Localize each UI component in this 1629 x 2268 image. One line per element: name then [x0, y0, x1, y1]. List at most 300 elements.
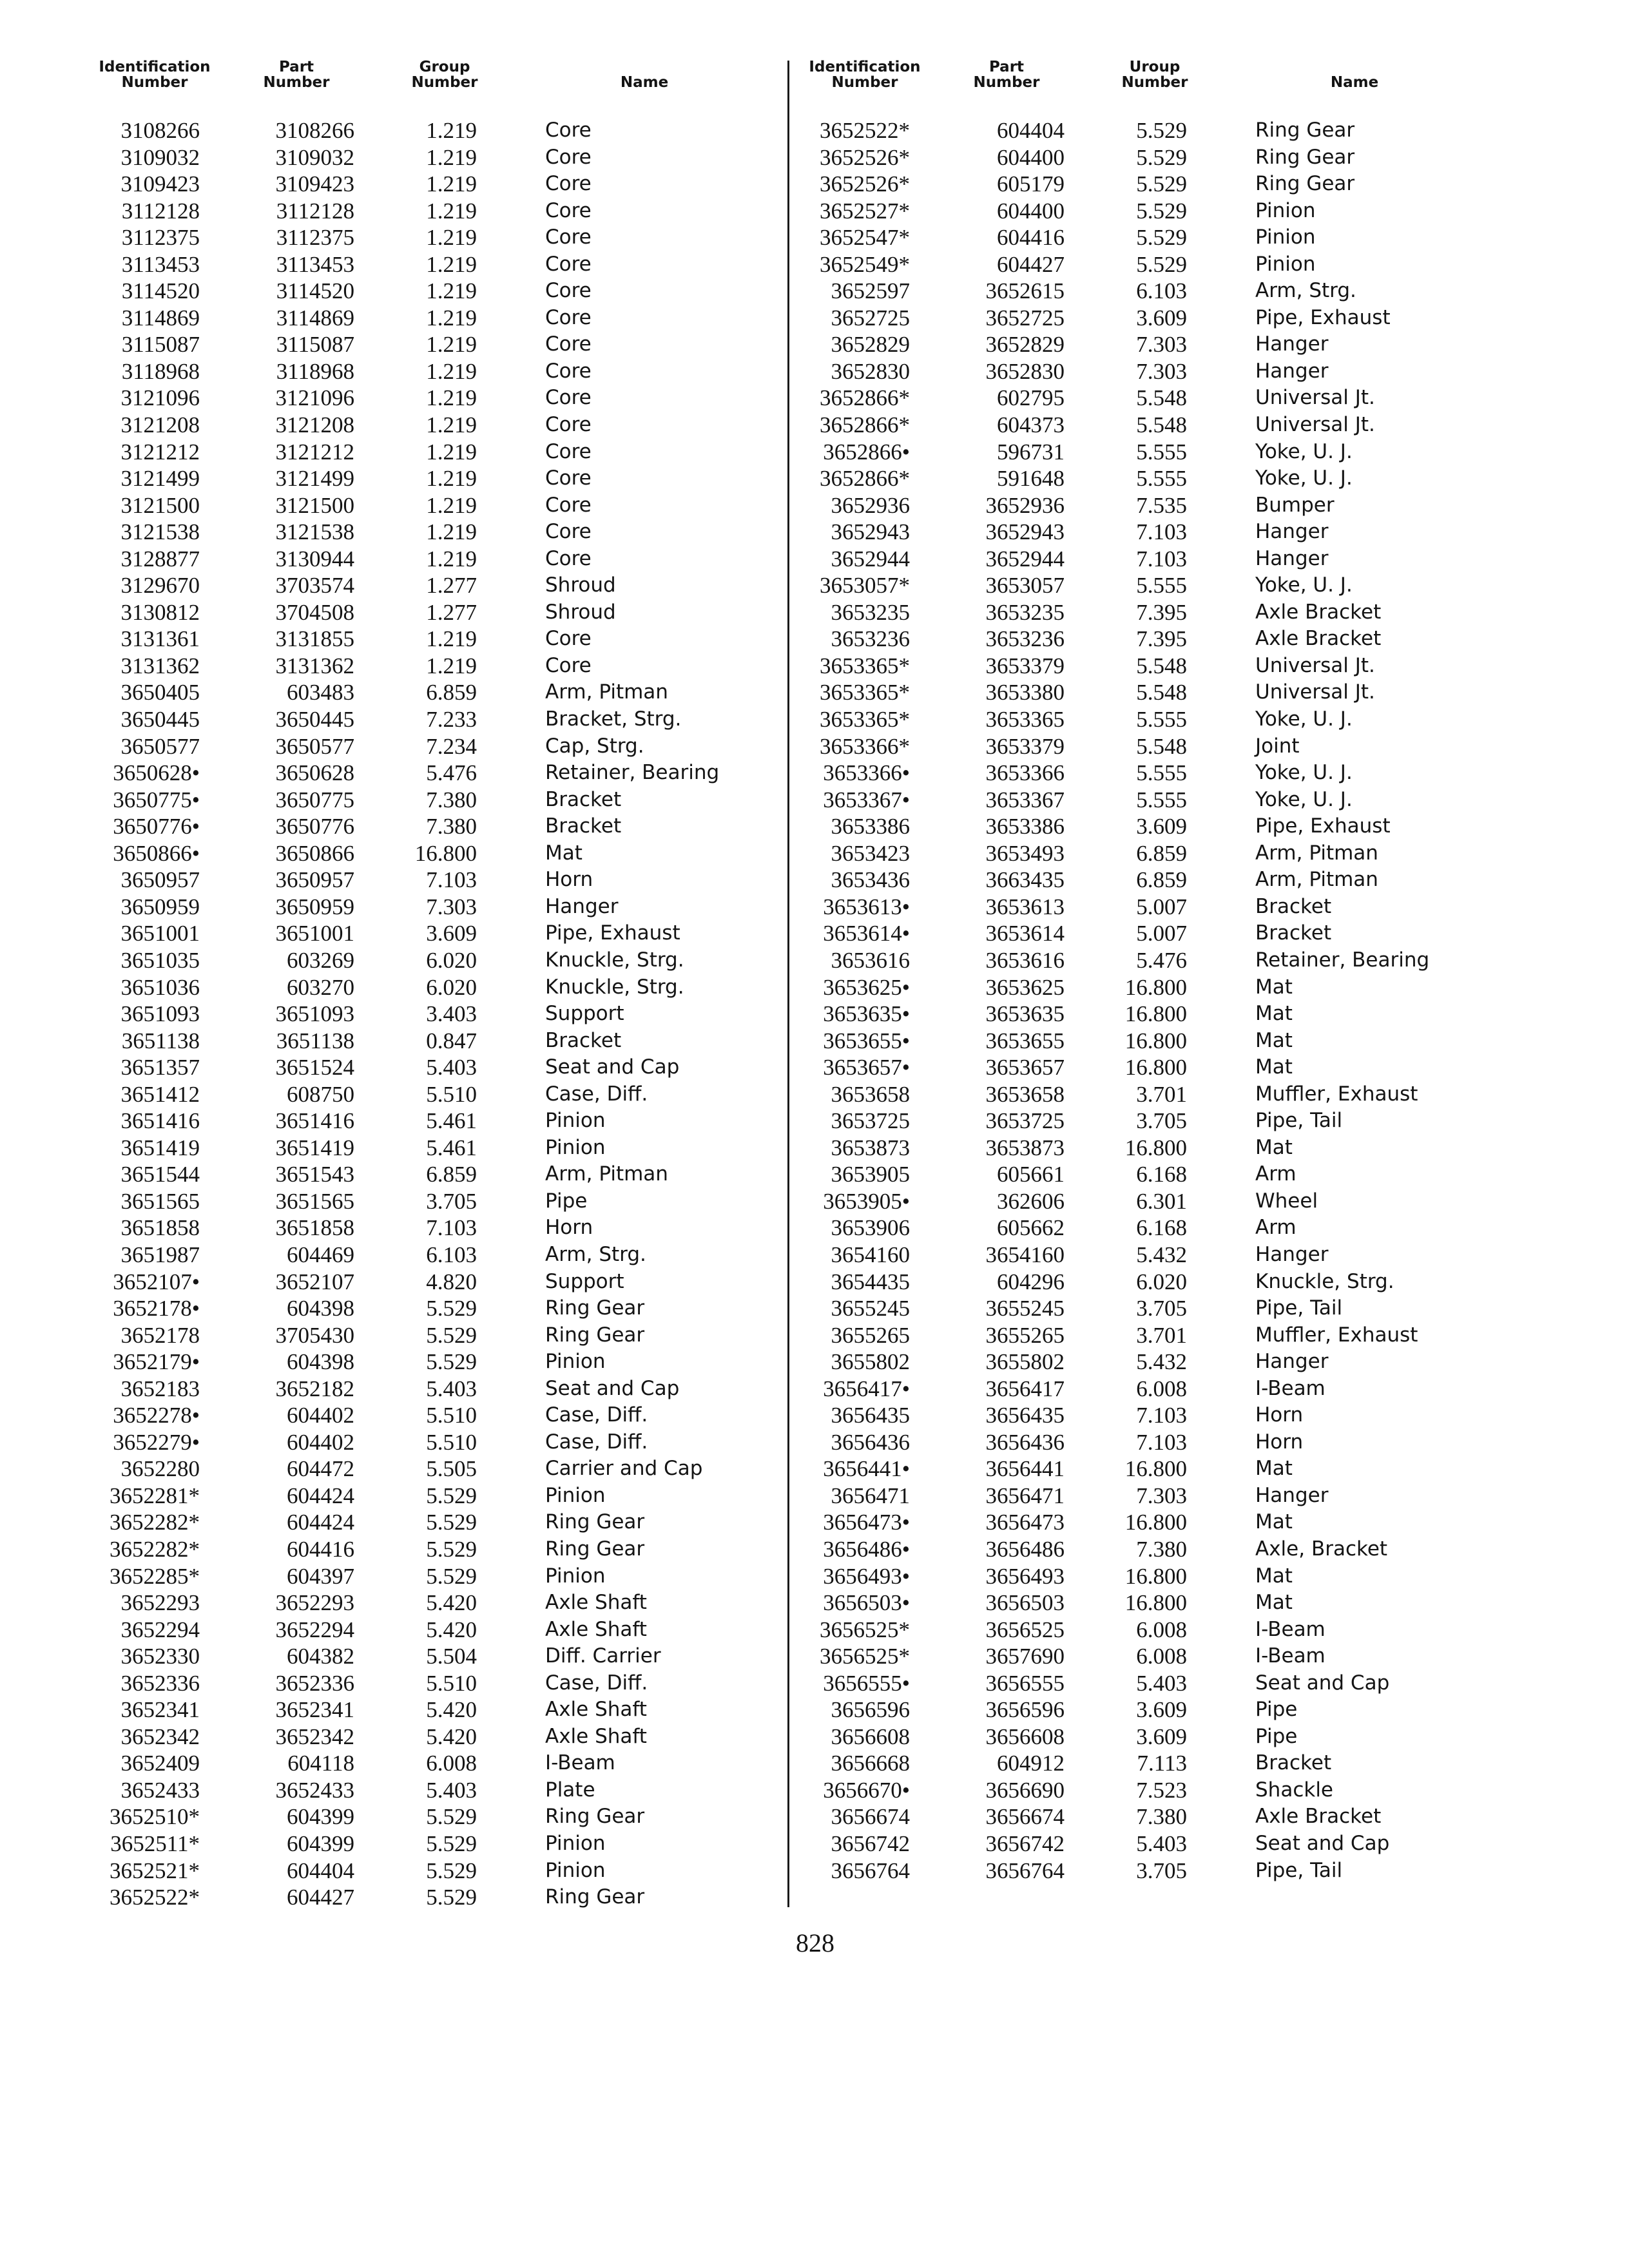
part-number: 3653613 — [985, 894, 1065, 919]
identification-number: 3652527* — [820, 198, 910, 224]
table-row — [813, 439, 1483, 466]
group-number: 5.403 — [1136, 1831, 1187, 1856]
group-number: 7.103 — [1136, 519, 1187, 545]
table-row — [813, 840, 1483, 867]
group-number: 16.800 — [1124, 1028, 1187, 1053]
group-number: 6.301 — [1136, 1188, 1187, 1214]
part-name: Pipe — [1255, 1698, 1298, 1722]
part-name: Ring Gear — [545, 1323, 645, 1347]
part-name: Arm, Strg. — [545, 1242, 646, 1266]
identification-number: 3651416 — [120, 1108, 200, 1134]
part-name: Diff. Carrier — [545, 1644, 661, 1668]
table-row — [813, 1483, 1483, 1510]
group-number: 5.529 — [1136, 251, 1187, 277]
table-row — [813, 519, 1483, 546]
identification-number: 3651035 — [120, 947, 200, 973]
identification-number: 3121499 — [120, 466, 200, 492]
part-name: Core — [545, 332, 592, 356]
group-number: 5.461 — [426, 1135, 477, 1160]
group-number: 1.277 — [426, 573, 477, 599]
part-name: Arm, Strg. — [1255, 279, 1356, 303]
table-row — [813, 546, 1483, 573]
table-row — [103, 1483, 773, 1510]
table-row — [103, 519, 773, 546]
part-number: 3656473 — [985, 1510, 1065, 1535]
identification-number: 3652944 — [831, 546, 910, 572]
part-number: 3650957 — [275, 867, 354, 893]
group-number: 7.113 — [1137, 1751, 1187, 1776]
part-number: 3703574 — [275, 573, 354, 599]
part-number: 604373 — [997, 412, 1065, 438]
part-number: 3652943 — [985, 519, 1065, 545]
group-number: 1.219 — [426, 332, 477, 358]
part-name: Bracket — [545, 1028, 622, 1052]
group-number: 7.303 — [1136, 1483, 1187, 1508]
right-table — [809, 59, 1483, 1884]
table-row — [103, 1670, 773, 1697]
table-row — [813, 1054, 1483, 1081]
part-number: 3121499 — [275, 466, 354, 492]
part-number: 3663435 — [985, 867, 1065, 893]
part-number: 3652725 — [985, 305, 1065, 331]
part-number: 3650959 — [275, 894, 354, 919]
identification-number: 3652725 — [831, 305, 910, 331]
identification-number: 3121500 — [120, 492, 200, 518]
table-row — [813, 1831, 1483, 1858]
group-number: 6.168 — [1136, 1215, 1187, 1241]
group-number: 16.800 — [1124, 1456, 1187, 1482]
part-name: Hanger — [1255, 1350, 1329, 1374]
group-number: 1.219 — [426, 466, 477, 492]
part-number: 3650628 — [275, 760, 354, 786]
table-row — [103, 1509, 773, 1536]
group-number: 3.403 — [426, 1001, 477, 1027]
part-name: Cap, Strg. — [545, 734, 644, 758]
part-number: 3112375 — [276, 225, 354, 251]
table-row — [103, 1215, 773, 1242]
part-name: Carrier and Cap — [545, 1457, 703, 1481]
id-number-header — [787, 59, 942, 90]
part-name: Pipe — [545, 1189, 588, 1213]
part-number: 605179 — [997, 171, 1065, 197]
group-number: 5.432 — [1136, 1242, 1187, 1267]
header-text: Number — [263, 74, 330, 91]
part-number: 604382 — [287, 1644, 354, 1669]
part-number: 3652293 — [275, 1590, 354, 1616]
identification-number: 3653235 — [831, 599, 910, 625]
group-number: 5.555 — [1136, 466, 1187, 492]
part-name: Pipe — [1255, 1724, 1298, 1748]
part-name: Axle Shaft — [545, 1617, 647, 1641]
part-name: Axle Shaft — [545, 1724, 647, 1748]
group-number: 4.820 — [426, 1269, 477, 1294]
part-number: 362606 — [997, 1188, 1065, 1214]
part-number: 3652341 — [275, 1697, 354, 1723]
group-number: 5.555 — [1136, 760, 1187, 786]
table-row — [103, 1696, 773, 1724]
part-number: 3121500 — [275, 492, 354, 518]
group-number: 7.303 — [1136, 358, 1187, 384]
part-name: Arm — [1255, 1216, 1296, 1240]
part-number: 3654160 — [985, 1242, 1065, 1267]
part-name: Arm, Pitman — [1255, 841, 1378, 865]
identification-number: 3656742 — [831, 1831, 910, 1856]
part-number: 3650577 — [275, 733, 354, 759]
part-name: Ring Gear — [545, 1537, 645, 1561]
part-number: 3657690 — [985, 1644, 1065, 1669]
part-name: Mat — [545, 841, 583, 865]
group-number: 7.303 — [1136, 332, 1187, 358]
table-row — [103, 1643, 773, 1670]
table-row — [813, 251, 1483, 278]
part-name: Seat and Cap — [1255, 1832, 1390, 1855]
group-number: 7.103 — [1136, 1429, 1187, 1455]
group-number: 1.219 — [426, 653, 477, 678]
part-name: Arm, Pitman — [1255, 868, 1378, 892]
header-text: Identification — [99, 59, 211, 75]
table-row — [813, 706, 1483, 733]
identification-number: 3112128 — [121, 198, 200, 224]
part-number: 3656441 — [985, 1456, 1065, 1482]
part-number: 608750 — [287, 1081, 354, 1107]
part-name: Horn — [1255, 1430, 1304, 1454]
part-number: 3115087 — [276, 332, 354, 358]
part-name: Bracket — [1255, 921, 1332, 945]
part-name: Core — [545, 279, 592, 303]
identification-number: 3652279• — [113, 1429, 200, 1455]
table-row — [813, 1269, 1483, 1296]
identification-number: 3129670 — [120, 573, 200, 599]
part-name: Axle Shaft — [545, 1591, 647, 1615]
group-number: 5.432 — [1136, 1349, 1187, 1375]
group-number: 6.008 — [1136, 1376, 1187, 1401]
identification-number: 3131362 — [120, 653, 200, 678]
table-row — [103, 1349, 773, 1376]
part-number: 604424 — [287, 1510, 354, 1535]
group-number: 5.007 — [1136, 921, 1187, 947]
table-row — [103, 439, 773, 466]
part-name: Pinion — [1255, 226, 1316, 249]
part-number: 3653658 — [985, 1081, 1065, 1107]
group-number: 5.529 — [426, 1563, 477, 1589]
identification-number: 3653658 — [831, 1081, 910, 1107]
table-row — [103, 1001, 773, 1028]
identification-number: 3653365* — [820, 680, 910, 706]
part-name: Mat — [1255, 1510, 1293, 1534]
part-name: I-Beam — [1255, 1376, 1325, 1400]
group-number: 3.609 — [426, 921, 477, 947]
part-name: Universal Jt. — [1255, 386, 1375, 410]
part-number: 3121208 — [275, 412, 354, 438]
table-row — [813, 1509, 1483, 1536]
part-name: Hanger — [1255, 359, 1329, 383]
part-number: 3651524 — [275, 1055, 354, 1081]
part-name: Hanger — [1255, 546, 1329, 570]
group-number: 3.701 — [1136, 1322, 1187, 1348]
part-name: Shackle — [1255, 1778, 1334, 1802]
group-number: 5.510 — [426, 1670, 477, 1696]
identification-number: 3650577 — [120, 733, 200, 759]
part-number: 604427 — [997, 251, 1065, 277]
identification-number: 3652866* — [820, 466, 910, 492]
part-number: 3652342 — [275, 1724, 354, 1749]
name-header: Name — [1330, 74, 1379, 91]
identification-number: 3652281* — [110, 1483, 200, 1508]
part-name: Pipe, Exhaust — [1255, 814, 1391, 838]
part-number: 3650445 — [275, 707, 354, 733]
header-text: Group — [419, 59, 470, 75]
identification-number: 3653386 — [831, 814, 910, 840]
table-row — [813, 653, 1483, 680]
identification-number: 3656525* — [820, 1644, 910, 1669]
identification-number: 3653725 — [831, 1108, 910, 1134]
table-row — [813, 198, 1483, 225]
part-number: 3653057 — [985, 573, 1065, 599]
part-number: 604472 — [287, 1456, 354, 1482]
part-number: 3653386 — [985, 814, 1065, 840]
part-name: Axle, Bracket — [1255, 1537, 1388, 1561]
identification-number: 3118968 — [121, 358, 200, 384]
part-name: Bracket — [1255, 894, 1332, 918]
table-row — [813, 305, 1483, 332]
identification-number: 3655265 — [831, 1322, 910, 1348]
part-name: Core — [545, 386, 592, 410]
group-number: 3.609 — [1136, 814, 1187, 840]
part-number: 3652615 — [985, 278, 1065, 304]
part-name: Ring Gear — [1255, 172, 1355, 196]
part-name: Axle Bracket — [1255, 1805, 1382, 1829]
group-number: 3.609 — [1136, 1697, 1187, 1723]
part-name: Bracket — [545, 787, 622, 811]
part-name: Core — [545, 359, 592, 383]
part-name: Support — [545, 1269, 624, 1293]
group-number: 1.219 — [426, 144, 477, 170]
table-row — [103, 1563, 773, 1590]
group-number: 7.103 — [426, 867, 477, 893]
identification-number: 3652433 — [120, 1777, 200, 1803]
table-row — [813, 1858, 1483, 1885]
identification-number: 3121538 — [120, 519, 200, 545]
part-name: I-Beam — [1255, 1644, 1325, 1668]
table-row — [103, 305, 773, 332]
table-row — [103, 813, 773, 840]
identification-number: 3656525* — [820, 1617, 910, 1642]
group-number: 7.380 — [1136, 1804, 1187, 1830]
table-row — [103, 787, 773, 814]
table-row — [103, 1161, 773, 1188]
part-number: 3652336 — [275, 1670, 354, 1696]
table-row — [813, 144, 1483, 171]
table-row — [103, 1269, 773, 1296]
identification-number: 3652330 — [120, 1644, 200, 1669]
table-row — [103, 171, 773, 198]
table-row — [813, 331, 1483, 358]
table-row — [103, 546, 773, 573]
part-number: 3656764 — [985, 1858, 1065, 1883]
part-name: Support — [545, 1002, 624, 1026]
part-number: 3705430 — [275, 1322, 354, 1348]
identification-number: 3653616 — [831, 947, 910, 973]
identification-number: 3651858 — [120, 1215, 200, 1241]
table-row — [813, 599, 1483, 626]
group-number: 5.548 — [1136, 733, 1187, 759]
group-number: 3.705 — [1136, 1296, 1187, 1321]
part-name: Seat and Cap — [545, 1055, 680, 1079]
part-name: Core — [545, 252, 592, 276]
group-number: 1.219 — [426, 492, 477, 518]
part-name: Core — [545, 172, 592, 196]
part-name: Case, Diff. — [545, 1671, 648, 1695]
part-name: Yoke, U. J. — [1255, 707, 1353, 731]
table-row — [103, 1456, 773, 1483]
table-row — [103, 974, 773, 1001]
part-name: I-Beam — [1255, 1617, 1325, 1641]
group-number: 1.277 — [426, 599, 477, 625]
part-number: 603483 — [287, 680, 354, 706]
group-number: 5.510 — [426, 1081, 477, 1107]
part-number: 3112128 — [276, 198, 354, 224]
group-number: 6.020 — [1136, 1269, 1187, 1294]
group-number: 7.103 — [1136, 1403, 1187, 1428]
part-name: Pinion — [545, 1832, 606, 1855]
group-number: 7.380 — [1136, 1536, 1187, 1562]
part-number: 3656525 — [985, 1617, 1065, 1642]
table-row — [103, 1295, 773, 1322]
part-name: Ring Gear — [545, 1805, 645, 1829]
table-row — [103, 251, 773, 278]
part-number: 3118968 — [276, 358, 354, 384]
group-number: 7.380 — [426, 787, 477, 812]
part-name: Yoke, U. J. — [1255, 787, 1353, 811]
table-row — [813, 1081, 1483, 1108]
identification-number: 3652526* — [820, 171, 910, 197]
group-number: 6.008 — [1136, 1617, 1187, 1642]
part-name: Core — [545, 226, 592, 249]
part-name: Yoke, U. J. — [1255, 573, 1353, 597]
group-number: 1.219 — [426, 225, 477, 251]
header-text: Uroup — [1129, 59, 1181, 75]
table-row — [813, 278, 1483, 305]
part-name: Core — [545, 119, 592, 142]
part-name: Ring Gear — [545, 1510, 645, 1534]
identification-number: 3656417• — [823, 1376, 910, 1401]
part-number: 3652433 — [275, 1777, 354, 1803]
table-row — [813, 412, 1483, 439]
group-number: 5.529 — [426, 1804, 477, 1830]
identification-number: 3653057* — [820, 573, 910, 599]
identification-number: 3652179• — [113, 1349, 200, 1375]
part-name: Pipe, Exhaust — [1255, 305, 1391, 329]
identification-number: 3653905• — [823, 1188, 910, 1214]
table-row — [813, 465, 1483, 492]
table-row — [103, 653, 773, 680]
identification-number: 3653614• — [823, 921, 910, 947]
identification-number: 3653613• — [823, 894, 910, 919]
part-name: Ring Gear — [545, 1885, 645, 1909]
table-row — [813, 1590, 1483, 1617]
part-number: 604402 — [287, 1403, 354, 1428]
table-row — [813, 224, 1483, 251]
header-text: Identification — [809, 59, 921, 75]
identification-number: 3650405 — [120, 680, 200, 706]
part-number: 3655802 — [985, 1349, 1065, 1375]
table-row — [813, 492, 1483, 519]
identification-number: 3652597 — [831, 278, 910, 304]
part-number: 3109032 — [275, 144, 354, 170]
table-row — [813, 1376, 1483, 1403]
identification-number: 3656435 — [831, 1403, 910, 1428]
part-number: 3656417 — [985, 1376, 1065, 1401]
part-name: Bumper — [1255, 493, 1335, 517]
part-name: Yoke, U. J. — [1255, 466, 1353, 490]
group-number: 7.380 — [426, 814, 477, 840]
identification-number: 3108266 — [120, 118, 200, 143]
part-name: Knuckle, Strg. — [1255, 1269, 1394, 1293]
group-number: 5.529 — [426, 1858, 477, 1883]
group-number: 5.461 — [426, 1108, 477, 1134]
part-number: 3121212 — [275, 439, 354, 465]
part-number: 604400 — [997, 144, 1065, 170]
part-number: 604399 — [287, 1831, 354, 1856]
part-number: 3655245 — [985, 1296, 1065, 1321]
part-name: Core — [545, 653, 592, 677]
identification-number: 3131361 — [120, 626, 200, 652]
identification-number: 3653655• — [823, 1028, 910, 1053]
group-number: 5.548 — [1136, 680, 1187, 706]
part-number: 605662 — [997, 1215, 1065, 1241]
identification-number: 3650959 — [120, 894, 200, 919]
part-number: 3652830 — [985, 358, 1065, 384]
identification-number: 3652866• — [823, 439, 910, 465]
part-name: Hanger — [1255, 1242, 1329, 1266]
group-number: 5.007 — [1136, 894, 1187, 919]
part-name: Core — [545, 439, 592, 463]
group-number: 1.219 — [426, 412, 477, 438]
group-number: 5.476 — [1136, 947, 1187, 973]
header-text: Number — [973, 74, 1040, 91]
group-number: 7.395 — [1136, 626, 1187, 652]
part-number: 3653655 — [985, 1028, 1065, 1053]
part-name: Shroud — [545, 573, 616, 597]
identification-number: 3109032 — [120, 144, 200, 170]
group-number: 16.800 — [1124, 1135, 1187, 1160]
group-number: 6.859 — [1136, 867, 1187, 893]
part-name: Pinion — [545, 1564, 606, 1588]
identification-number: 3656555• — [823, 1670, 910, 1696]
identification-number: 3653905 — [831, 1162, 910, 1187]
part-name: Knuckle, Strg. — [545, 975, 684, 999]
table-row — [103, 385, 773, 412]
identification-number: 3656674 — [831, 1804, 910, 1830]
table-row — [103, 1750, 773, 1777]
group-number: 5.548 — [1136, 385, 1187, 411]
identification-number: 3656473• — [823, 1510, 910, 1535]
table-row — [103, 760, 773, 787]
part-number: 604398 — [287, 1349, 354, 1375]
identification-number: 3650628• — [113, 760, 200, 786]
part-number: 3652944 — [985, 546, 1065, 572]
group-number: 5.555 — [1136, 439, 1187, 465]
group-number: 5.529 — [426, 1483, 477, 1508]
identification-number: 3113453 — [121, 251, 200, 277]
identification-number: 3652183 — [120, 1376, 200, 1401]
part-number: 603270 — [287, 974, 354, 1000]
part-number: 3704508 — [275, 599, 354, 625]
group-number: 6.020 — [426, 974, 477, 1000]
part-number: 3114869 — [276, 305, 354, 331]
group-number: 5.505 — [426, 1456, 477, 1482]
group-number: 5.510 — [426, 1403, 477, 1428]
